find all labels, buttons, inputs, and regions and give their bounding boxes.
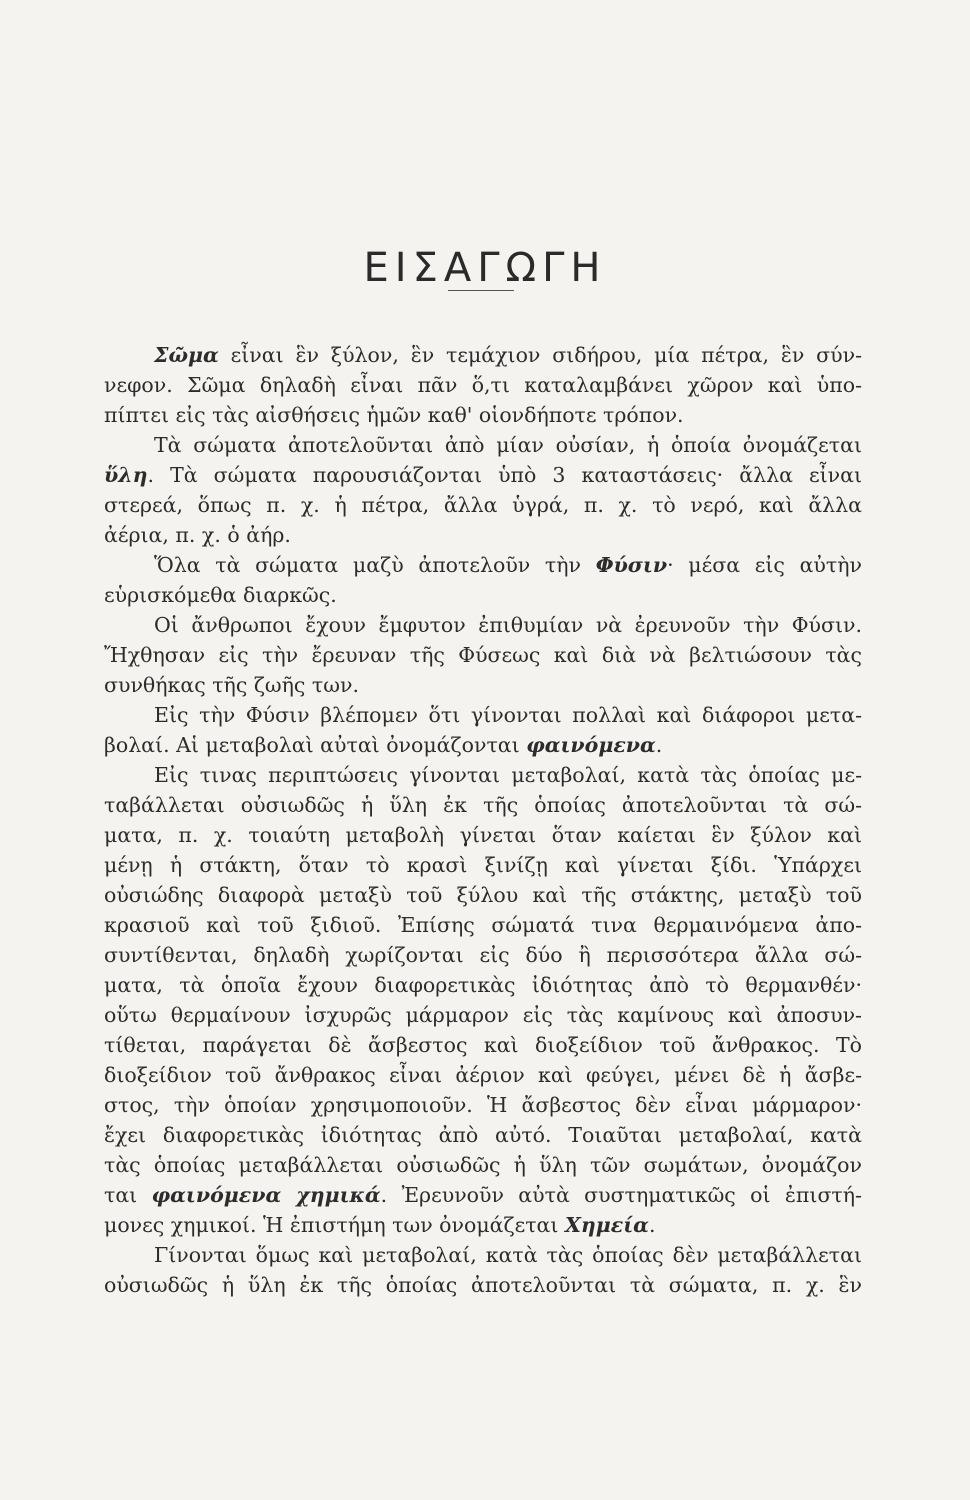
text-run: κρασιοῦ καὶ τοῦ ξιδιοῦ. Ἐπίσης σώματά τινα θερμαινόμενα ἀπο-	[104, 913, 862, 937]
text-line	[104, 610, 862, 640]
text-line	[104, 340, 862, 370]
text-line	[104, 400, 862, 430]
text-line	[104, 550, 862, 580]
text-run: ταβάλλεται οὐσιωδῶς ἡ ὕλη ἐκ τῆς ὁποίας ἀποτελοῦνται τὰ σώ-	[104, 793, 862, 817]
text-run: πίπτει εἰς τὰς αἰσθήσεις ἡμῶν καθ' οἱονδήποτε τρόπον.	[104, 403, 684, 427]
text-line	[104, 1180, 862, 1210]
emphasized-term: φαινόμενα χημικά	[151, 1183, 381, 1207]
text-line	[104, 970, 862, 1000]
text-line	[104, 820, 862, 850]
text-line	[104, 1240, 862, 1270]
emphasized-term: Φύσιν	[595, 553, 668, 577]
text-line	[104, 1150, 862, 1180]
text-line	[104, 700, 862, 730]
text-line	[104, 730, 862, 760]
text-run: συντίθενται, δηλαδὴ χωρίζονται εἰς δύο ἢ περισσότερα ἄλλα σώ-	[104, 943, 862, 967]
text-line	[104, 580, 862, 610]
text-run: . Τὰ σώματα παρουσιάζονται ὑπὸ 3 καταστάσεις· ἄλλα εἶναι	[147, 463, 862, 487]
text-line	[104, 760, 862, 790]
text-run: οὐσιωδῶς ἡ ὕλη ἐκ τῆς ὁποίας ἀποτελοῦνται τὰ σώματα, π. χ. ἓν	[104, 1273, 862, 1297]
body-text	[104, 340, 862, 1300]
text-line	[104, 460, 862, 490]
text-run: Οἱ ἄνθρωποι ἔχουν ἔμφυτον ἐπιθυμίαν νὰ ἐρευνοῦν τὴν Φύσιν.	[154, 613, 862, 637]
text-line	[104, 520, 862, 550]
text-run: οὐσιώδης διαφορὰ μεταξὺ τοῦ ξύλου καὶ τῆς στάκτης, μεταξὺ τοῦ	[104, 883, 862, 907]
emphasized-term: ὕλη	[104, 463, 148, 487]
text-line	[104, 1090, 862, 1120]
text-run: στερεά, ὅπως π. χ. ἡ πέτρα, ἄλλα ὑγρά, π. χ. τὸ νερό, καὶ ἄλλα	[104, 493, 862, 517]
text-line	[104, 1060, 862, 1090]
text-run: .	[655, 733, 663, 757]
text-run: ἀέρια, π. χ. ὁ ἀήρ.	[104, 523, 291, 547]
text-run: βολαί. Αἱ μεταβολαὶ αὐταὶ ὀνομάζονται	[104, 733, 527, 757]
text-line	[104, 790, 862, 820]
text-run: τὰς ὁποίας μεταβάλλεται οὐσιωδῶς ἡ ὕλη τῶν σωμάτων, ὀνομάζον	[104, 1153, 862, 1177]
emphasized-term: φαινόμενα	[526, 733, 656, 757]
text-run: διοξείδιον τοῦ ἄνθρακος εἶναι ἀέριον καὶ φεύγει, μένει δὲ ἡ ἄσβε-	[104, 1063, 862, 1087]
text-run: . Ἐρευνοῦν αὐτὰ συστηματικῶς οἱ ἐπιστή-	[380, 1183, 862, 1207]
text-run: · μέσα εἰς αὐτὴν	[667, 553, 862, 577]
text-line	[104, 670, 862, 700]
text-line	[104, 490, 862, 520]
text-line	[104, 1120, 862, 1150]
chapter-title: ΕΙΣΑΓΩΓΗ	[363, 244, 607, 291]
text-run: ἔχει διαφορετικὰς ἰδιότητας ἀπὸ αὐτό. Τοιαῦται μεταβολαί, κατὰ	[104, 1123, 862, 1147]
text-run: Ἤχθησαν εἰς τὴν ἔρευναν τῆς Φύσεως καὶ διὰ νὰ βελτιώσουν τὰς	[104, 643, 862, 667]
text-line	[104, 370, 862, 400]
text-run: μένῃ ἡ στάκτη, ὅταν τὸ κρασὶ ξινίζῃ καὶ γίνεται ξίδι. Ὑπάρχει	[104, 853, 862, 877]
text-line	[104, 430, 862, 460]
text-run: τίθεται, παράγεται δὲ ἄσβεστος καὶ διοξείδιον τοῦ ἄνθρακος. Τὸ	[104, 1033, 862, 1057]
text-run: συνθήκας τῆς ζωῆς των.	[104, 673, 359, 697]
text-line	[104, 1210, 862, 1240]
emphasized-term: Σῶμα	[154, 343, 219, 367]
text-line	[104, 1270, 862, 1300]
text-run: ματα, π. χ. τοιαύτη μεταβολὴ γίνεται ὅταν καίεται ἓν ξύλον καὶ	[104, 823, 862, 847]
text-line	[104, 910, 862, 940]
text-run: ται	[104, 1183, 152, 1207]
text-line	[104, 850, 862, 880]
text-run: μονες χημικοί. Ἡ ἐπιστήμη των ὀνομάζεται	[104, 1213, 565, 1237]
text-line	[104, 1030, 862, 1060]
text-run: Γίνονται ὅμως καὶ μεταβολαί, κατὰ τὰς ὁποίας δὲν μεταβάλλεται	[154, 1243, 862, 1267]
text-line	[104, 1000, 862, 1030]
text-run: Εἰς τινας περιπτώσεις γίνονται μεταβολαί, κατὰ τὰς ὁποίας με-	[154, 763, 862, 787]
text-line	[104, 940, 862, 970]
text-run: Εἰς τὴν Φύσιν βλέπομεν ὅτι γίνονται πολλαὶ καὶ διάφοροι μετα-	[154, 703, 862, 727]
title-divider	[448, 290, 514, 291]
text-run: εἶναι ἓν ξύλον, ἓν τεμάχιον σιδήρου, μία πέτρα, ἓν σύν-	[218, 343, 862, 367]
text-line	[104, 640, 862, 670]
text-run: εὑρισκόμεθα διαρκῶς.	[104, 583, 337, 607]
text-run: Ὅλα τὰ σώματα μαζὺ ἀποτελοῦν τὴν	[154, 553, 596, 577]
text-run: ματα, τὰ ὁποῖα ἔχουν διαφορετικὰς ἰδιότητας ἀπὸ τὸ θερμανθέν·	[104, 973, 862, 997]
emphasized-term: Χημεία	[564, 1213, 649, 1237]
text-run: Τὰ σώματα ἀποτελοῦνται ἀπὸ μίαν οὐσίαν, ἡ ὁποία ὀνομάζεται	[154, 433, 862, 457]
text-line	[104, 880, 862, 910]
text-run: οὕτω θερμαίνουν ἰσχυρῶς μάρμαρον εἰς τὰς καμίνους καὶ ἀποσυν-	[104, 1003, 862, 1027]
text-run: νεφον. Σῶμα δηλαδὴ εἶναι πᾶν ὅ,τι καταλαμβάνει χῶρον καὶ ὑπο-	[104, 373, 862, 397]
text-run: στος, τὴν ὁποίαν χρησιμοποιοῦν. Ἡ ἄσβεστος δὲν εἶναι μάρμαρον·	[104, 1093, 862, 1117]
text-run: .	[648, 1213, 656, 1237]
